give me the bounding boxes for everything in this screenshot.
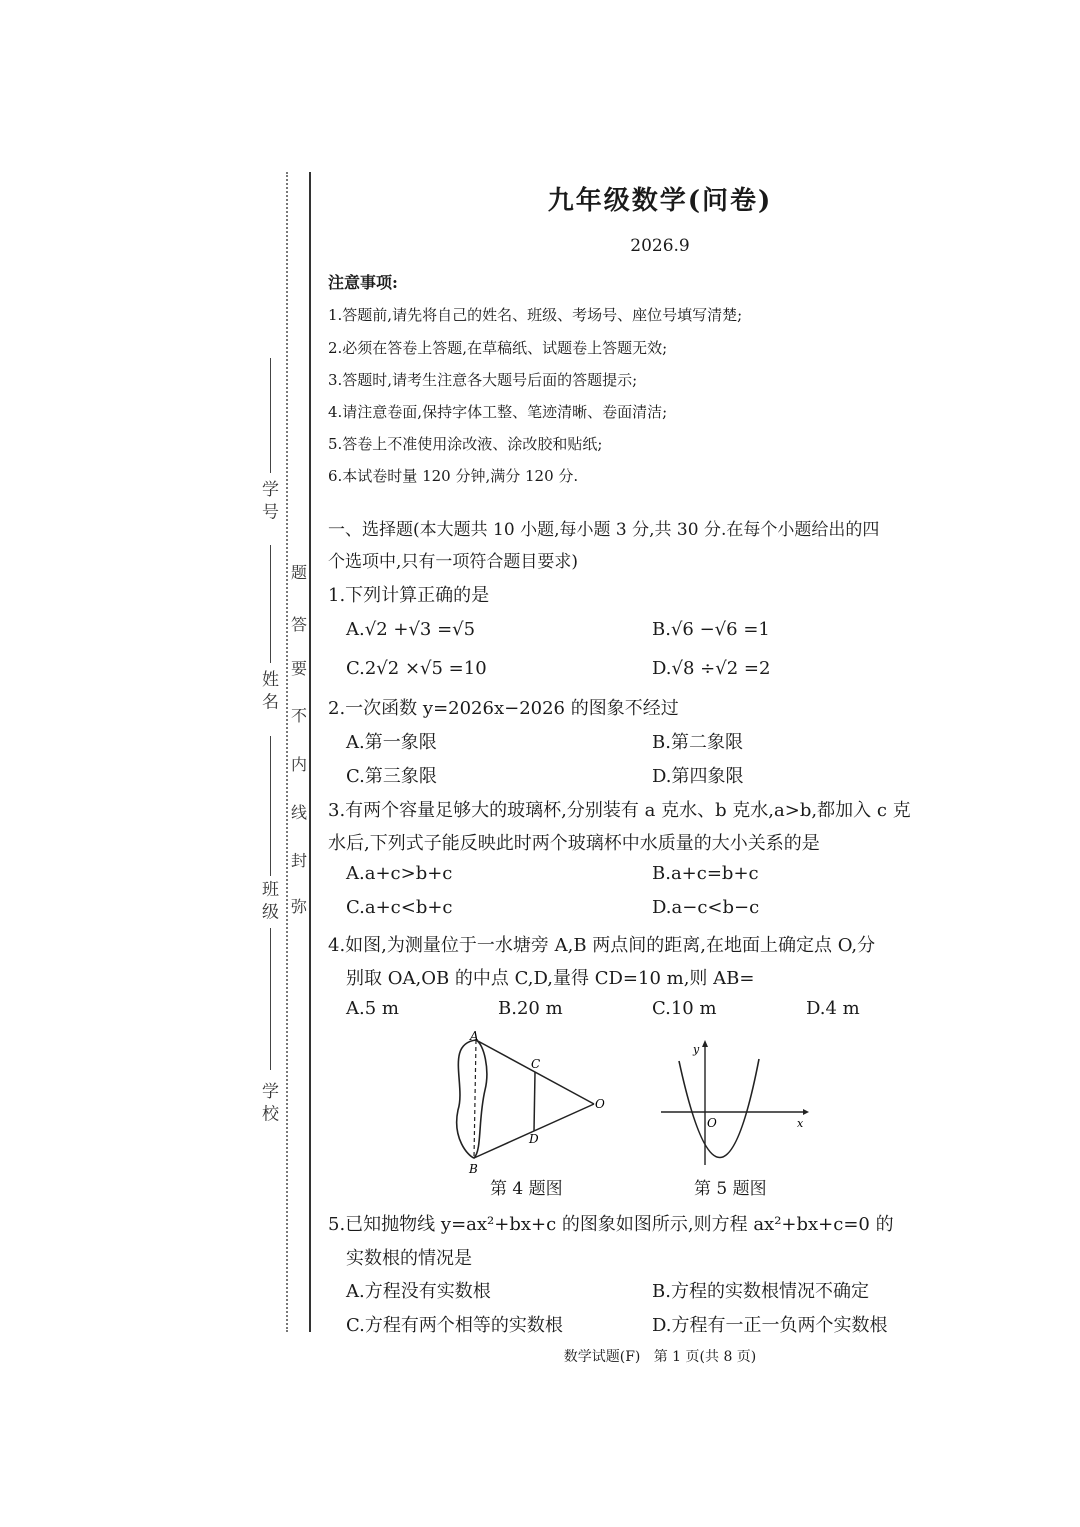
fig4-point-d: D	[529, 1132, 539, 1146]
question-2-option-a: A.第一象限	[346, 732, 437, 753]
page-footer: 数学试题(F) 第 1 页(共 8 页)	[563, 1349, 757, 1365]
question-4-stem-cont: 别取 OA,OB 的中点 C,D,量得 CD=10 m,则 AB=	[346, 968, 755, 989]
seal-char: 要	[291, 659, 308, 678]
student-id-fill-line	[270, 358, 271, 473]
question-2-stem: 2.一次函数 y=2026x−2026 的图象不经过	[328, 698, 679, 719]
notice-heading: 注意事项:	[328, 273, 398, 292]
question-1-option-d: D.√8 ÷√2 =2	[652, 658, 771, 679]
binding-dotted-line	[286, 172, 288, 1332]
notice-item: 1.答题前,请先将自己的姓名、班级、考场号、座位号填写清楚;	[328, 306, 743, 324]
notice-item: 2.必须在答卷上答题,在草稿纸、试题卷上答题无效;	[328, 339, 668, 357]
question-3-stem: 3.有两个容量足够大的玻璃杯,分别装有 a 克水、b 克水,a>b,都加入 c 克	[328, 800, 911, 821]
question-5-option-c: C.方程有两个相等的实数根	[346, 1315, 563, 1336]
exam-date: 2026.9	[630, 236, 690, 256]
question-4-option-b: B.20 m	[498, 998, 563, 1019]
fig5-origin-label: O	[707, 1116, 717, 1130]
name-fill-line	[270, 545, 271, 663]
fig4-point-b: B	[469, 1162, 478, 1176]
seal-char: 封	[291, 851, 308, 870]
section-heading: 一、选择题(本大题共 10 小题,每小题 3 分,共 30 分.在每个小题给出的四	[328, 520, 880, 540]
seal-char: 内	[291, 755, 308, 774]
seal-char: 题	[291, 563, 308, 582]
question-2-option-c: C.第三象限	[346, 766, 437, 787]
question-3-option-c: C.a+c<b+c	[346, 897, 453, 918]
fig4-point-a: A	[470, 1030, 479, 1043]
question-3-stem-cont: 水后,下列式子能反映此时两个玻璃杯中水质量的大小关系的是	[328, 833, 820, 854]
question-1-option-b: B.√6 −√6 =1	[652, 619, 770, 640]
seal-char: 弥	[291, 897, 308, 916]
question-3-option-b: B.a+c=b+c	[652, 863, 759, 884]
question-4-stem: 4.如图,为测量位于一水塘旁 A,B 两点间的距离,在地面上确定点 O,分	[328, 935, 876, 956]
question-3-option-d: D.a−c<b−c	[652, 897, 760, 918]
fig5-y-label: y	[693, 1043, 700, 1056]
question-2-option-d: D.第四象限	[652, 766, 744, 787]
school-label: 学 校	[258, 1082, 278, 1122]
question-5-option-a: A.方程没有实数根	[346, 1281, 491, 1302]
notice-item: 3.答题时,请考生注意各大题号后面的答题提示;	[328, 371, 638, 389]
figure-5-caption: 第 5 题图	[694, 1179, 767, 1199]
figure-4-diagram	[440, 1030, 620, 1180]
school-fill-line	[270, 928, 271, 1070]
seal-char: 不	[291, 706, 308, 725]
student-id-label: 学 号	[258, 480, 278, 520]
question-3-option-a: A.a+c>b+c	[346, 863, 453, 884]
question-5-stem: 5.已知抛物线 y=ax²+bx+c 的图象如图所示,则方程 ax²+bx+c=0 的	[328, 1214, 894, 1235]
notice-item: 4.请注意卷面,保持字体工整、笔迹清晰、卷面清洁;	[328, 403, 668, 421]
question-5-stem-cont: 实数根的情况是	[346, 1248, 472, 1269]
question-1-option-c: C.2√2 ×√5 =10	[346, 658, 487, 679]
class-fill-line	[270, 736, 271, 876]
notice-item: 5.答卷上不准使用涂改液、涂改胶和贴纸;	[328, 435, 603, 453]
figure-5-graph	[655, 1035, 815, 1170]
class-label: 班 级	[258, 880, 278, 920]
question-1-stem: 1.下列计算正确的是	[328, 585, 490, 606]
fig4-point-c: C	[531, 1057, 541, 1071]
question-4-option-d: D.4 m	[806, 998, 860, 1019]
seal-char: 答	[291, 615, 308, 634]
question-2-option-b: B.第二象限	[652, 732, 743, 753]
question-1-option-a: A.√2 +√3 =√5	[346, 619, 476, 640]
question-5-option-b: B.方程的实数根情况不确定	[652, 1281, 869, 1302]
figure-4-caption: 第 4 题图	[490, 1179, 563, 1199]
name-label: 姓 名	[258, 670, 278, 710]
fig5-x-label: x	[797, 1117, 804, 1130]
question-5-option-d: D.方程有一正一负两个实数根	[652, 1315, 888, 1336]
binding-solid-line	[309, 172, 311, 1332]
question-4-option-a: A.5 m	[346, 998, 399, 1019]
section-heading-cont: 个选项中,只有一项符合题目要求)	[328, 552, 579, 572]
question-4-option-c: C.10 m	[652, 998, 717, 1019]
notice-item: 6.本试卷时量 120 分钟,满分 120 分.	[328, 467, 579, 485]
page-title: 九年级数学(问卷)	[547, 186, 773, 216]
seal-char: 线	[291, 803, 308, 822]
fig4-point-o: O	[595, 1097, 605, 1111]
